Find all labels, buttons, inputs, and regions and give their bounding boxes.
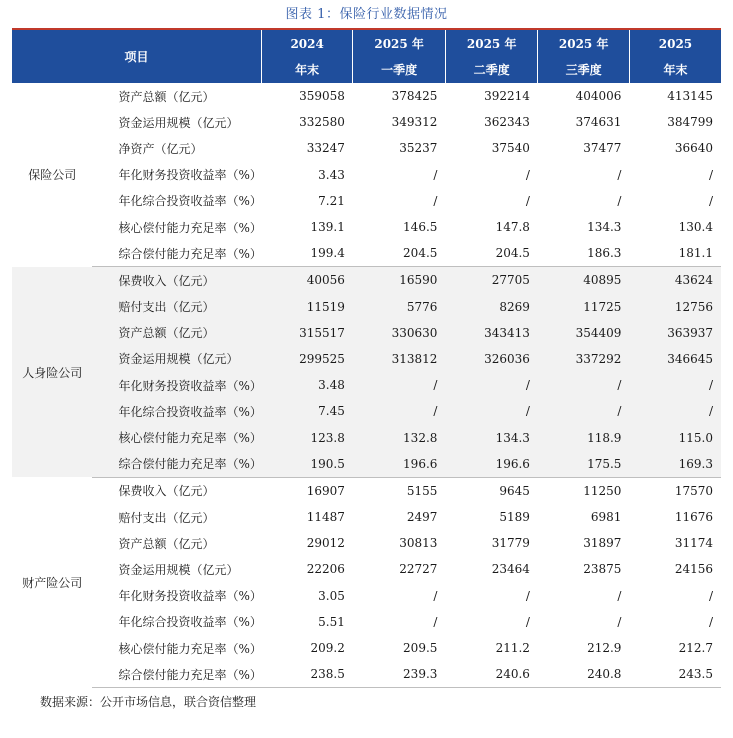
value-cell: 3.43 (261, 162, 353, 188)
value-cell: 3.05 (261, 583, 353, 609)
row-item-label: 核心偿付能力充足率（%） (92, 424, 261, 450)
value-cell: 378425 (353, 83, 446, 109)
row-item-label: 综合偿付能力充足率（%） (92, 661, 261, 688)
table-row (12, 424, 721, 450)
header-col-2025-end (629, 29, 721, 83)
value-cell: 22206 (261, 556, 353, 582)
value-cell: 2497 (353, 504, 446, 530)
group-label: 财产险公司 (12, 477, 92, 688)
figure-title: 图表 1：保险行业数据情况 (285, 7, 448, 22)
value-cell: 209.2 (261, 635, 353, 661)
value-cell: 16590 (353, 267, 446, 294)
row-item-label: 净资产（亿元） (92, 135, 261, 161)
header-col-line2: 年末 (663, 62, 688, 77)
row-item-label: 赔付支出（亿元） (92, 294, 261, 320)
value-cell: 118.9 (538, 424, 630, 450)
table-row (12, 504, 721, 530)
table-row (12, 556, 721, 582)
table-row (12, 188, 721, 214)
table-row (12, 635, 721, 661)
value-cell: 199.4 (261, 240, 353, 267)
value-cell: 330630 (353, 320, 446, 346)
value-cell: / (353, 162, 446, 188)
value-cell: 240.8 (538, 661, 630, 688)
header-col-line1: 2025 年 (374, 36, 424, 51)
row-item-label: 保费收入（亿元） (92, 477, 261, 504)
table-row (12, 214, 721, 240)
value-cell: 31897 (538, 530, 630, 556)
value-cell: 16907 (261, 477, 353, 504)
value-cell: 11725 (538, 294, 630, 320)
value-cell: / (353, 372, 446, 398)
table-row (12, 398, 721, 424)
value-cell: 204.5 (353, 240, 446, 267)
header-item: 项目 (12, 29, 261, 83)
header-col-line2: 一季度 (381, 62, 418, 77)
value-cell: 146.5 (353, 214, 446, 240)
value-cell: 29012 (261, 530, 353, 556)
value-cell: 123.8 (261, 424, 353, 450)
group-label: 保险公司 (12, 83, 92, 267)
header-col-2025-q1 (353, 29, 446, 83)
value-cell: 7.21 (261, 188, 353, 214)
value-cell: 12756 (629, 294, 721, 320)
value-cell: 27705 (445, 267, 538, 294)
value-cell: / (538, 609, 630, 635)
value-cell: 349312 (353, 109, 446, 135)
row-item-label: 年化财务投资收益率（%） (92, 162, 261, 188)
table-row (12, 83, 721, 109)
row-item-label: 核心偿付能力充足率（%） (92, 214, 261, 240)
header-col-line2: 年末 (295, 62, 320, 77)
value-cell: 3.48 (261, 372, 353, 398)
row-item-label: 资金运用规模（亿元） (92, 109, 261, 135)
value-cell: / (629, 398, 721, 424)
value-cell: 363937 (629, 320, 721, 346)
value-cell: 37540 (445, 135, 538, 161)
row-item-label: 综合偿付能力充足率（%） (92, 240, 261, 267)
value-cell: 238.5 (261, 661, 353, 688)
value-cell: 24156 (629, 556, 721, 582)
value-cell: / (629, 372, 721, 398)
value-cell: 332580 (261, 109, 353, 135)
value-cell: 130.4 (629, 214, 721, 240)
value-cell: 132.8 (353, 424, 446, 450)
value-cell: / (629, 188, 721, 214)
value-cell: 31174 (629, 530, 721, 556)
value-cell: 196.6 (353, 451, 446, 478)
table-row (12, 320, 721, 346)
table-row (12, 451, 721, 478)
group-life-insurers (12, 267, 721, 478)
value-cell: 17570 (629, 477, 721, 504)
value-cell: / (353, 583, 446, 609)
header-col-2025-q2 (445, 29, 538, 83)
value-cell: / (353, 609, 446, 635)
value-cell: 212.9 (538, 635, 630, 661)
group-property-insurers (12, 477, 721, 688)
value-cell: 212.7 (629, 635, 721, 661)
value-cell: / (538, 162, 630, 188)
value-cell: 22727 (353, 556, 446, 582)
value-cell: / (538, 188, 630, 214)
value-cell: 315517 (261, 320, 353, 346)
header-col-line2: 三季度 (565, 62, 602, 77)
row-item-label: 年化综合投资收益率（%） (92, 188, 261, 214)
value-cell: / (538, 372, 630, 398)
table-header (12, 29, 721, 83)
row-item-label: 年化财务投资收益率（%） (92, 372, 261, 398)
value-cell: 209.5 (353, 635, 446, 661)
header-col-line2: 二季度 (473, 62, 510, 77)
row-item-label: 保费收入（亿元） (92, 267, 261, 294)
row-item-label: 年化财务投资收益率（%） (92, 583, 261, 609)
value-cell: 190.5 (261, 451, 353, 478)
table-row (12, 109, 721, 135)
value-cell: 33247 (261, 135, 353, 161)
value-cell: / (445, 188, 538, 214)
row-item-label: 综合偿付能力充足率（%） (92, 451, 261, 478)
table-row (12, 346, 721, 372)
value-cell: 5.51 (261, 609, 353, 635)
value-cell: 186.3 (538, 240, 630, 267)
value-cell: 204.5 (445, 240, 538, 267)
header-col-2024-end (261, 29, 353, 83)
group-insurers (12, 83, 721, 267)
value-cell: 239.3 (353, 661, 446, 688)
value-cell: / (629, 583, 721, 609)
row-item-label: 年化综合投资收益率（%） (92, 609, 261, 635)
value-cell: 11250 (538, 477, 630, 504)
value-cell: / (353, 188, 446, 214)
value-cell: 326036 (445, 346, 538, 372)
table-row (12, 267, 721, 294)
value-cell: / (353, 398, 446, 424)
table-row (12, 135, 721, 161)
value-cell: 346645 (629, 346, 721, 372)
value-cell: 5776 (353, 294, 446, 320)
value-cell: 196.6 (445, 451, 538, 478)
table-row (12, 477, 721, 504)
value-cell: 5189 (445, 504, 538, 530)
value-cell: 31779 (445, 530, 538, 556)
value-cell: / (445, 162, 538, 188)
value-cell: 6981 (538, 504, 630, 530)
value-cell: / (538, 583, 630, 609)
value-cell: 11487 (261, 504, 353, 530)
header-col-2025-q3 (538, 29, 630, 83)
value-cell: / (445, 583, 538, 609)
row-item-label: 资产总额（亿元） (92, 530, 261, 556)
group-label: 人身险公司 (12, 267, 92, 478)
value-cell: 413145 (629, 83, 721, 109)
value-cell: 40895 (538, 267, 630, 294)
table-row (12, 294, 721, 320)
value-cell: 11676 (629, 504, 721, 530)
value-cell: / (445, 372, 538, 398)
value-cell: 211.2 (445, 635, 538, 661)
value-cell: / (629, 609, 721, 635)
value-cell: 169.3 (629, 451, 721, 478)
value-cell: / (445, 398, 538, 424)
header-col-line1: 2025 年 (558, 36, 609, 51)
value-cell: 7.45 (261, 398, 353, 424)
header-col-line1: 2025 年 (466, 36, 517, 51)
value-cell: 43624 (629, 267, 721, 294)
value-cell: 362343 (445, 109, 538, 135)
header-col-line1: 2025 (658, 36, 693, 51)
value-cell: 30813 (353, 530, 446, 556)
value-cell: 374631 (538, 109, 630, 135)
value-cell: 299525 (261, 346, 353, 372)
value-cell: 11519 (261, 294, 353, 320)
value-cell: 175.5 (538, 451, 630, 478)
value-cell: 240.6 (445, 661, 538, 688)
table-row (12, 240, 721, 267)
value-cell: / (445, 609, 538, 635)
value-cell: 134.3 (445, 424, 538, 450)
table-row (12, 530, 721, 556)
table-row (12, 609, 721, 635)
header-row (12, 29, 721, 83)
row-item-label: 赔付支出（亿元） (92, 504, 261, 530)
data-source-note: 数据来源：公开市场信息，联合资信整理 (40, 695, 257, 709)
value-cell: 359058 (261, 83, 353, 109)
table-row (12, 583, 721, 609)
table-row (12, 162, 721, 188)
value-cell: 8269 (445, 294, 538, 320)
value-cell: 147.8 (445, 214, 538, 240)
value-cell: / (538, 398, 630, 424)
value-cell: 404006 (538, 83, 630, 109)
row-item-label: 资金运用规模（亿元） (92, 556, 261, 582)
table-row (12, 661, 721, 688)
value-cell: 37477 (538, 135, 630, 161)
value-cell: 35237 (353, 135, 446, 161)
value-cell: 115.0 (629, 424, 721, 450)
value-cell: 23875 (538, 556, 630, 582)
value-cell: 354409 (538, 320, 630, 346)
value-cell: 134.3 (538, 214, 630, 240)
value-cell: 181.1 (629, 240, 721, 267)
value-cell: 9645 (445, 477, 538, 504)
value-cell: 36640 (629, 135, 721, 161)
row-item-label: 年化综合投资收益率（%） (92, 398, 261, 424)
row-item-label: 资产总额（亿元） (92, 320, 261, 346)
value-cell: 139.1 (261, 214, 353, 240)
value-cell: 392214 (445, 83, 538, 109)
value-cell: / (629, 162, 721, 188)
value-cell: 243.5 (629, 661, 721, 688)
row-item-label: 资产总额（亿元） (92, 83, 261, 109)
row-item-label: 资金运用规模（亿元） (92, 346, 261, 372)
value-cell: 343413 (445, 320, 538, 346)
header-col-line1: 2024 (290, 36, 324, 51)
value-cell: 313812 (353, 346, 446, 372)
value-cell: 23464 (445, 556, 538, 582)
value-cell: 337292 (538, 346, 630, 372)
value-cell: 5155 (353, 477, 446, 504)
value-cell: 384799 (629, 109, 721, 135)
insurance-data-table (12, 28, 721, 688)
row-item-label: 核心偿付能力充足率（%） (92, 635, 261, 661)
table-row (12, 372, 721, 398)
value-cell: 40056 (261, 267, 353, 294)
